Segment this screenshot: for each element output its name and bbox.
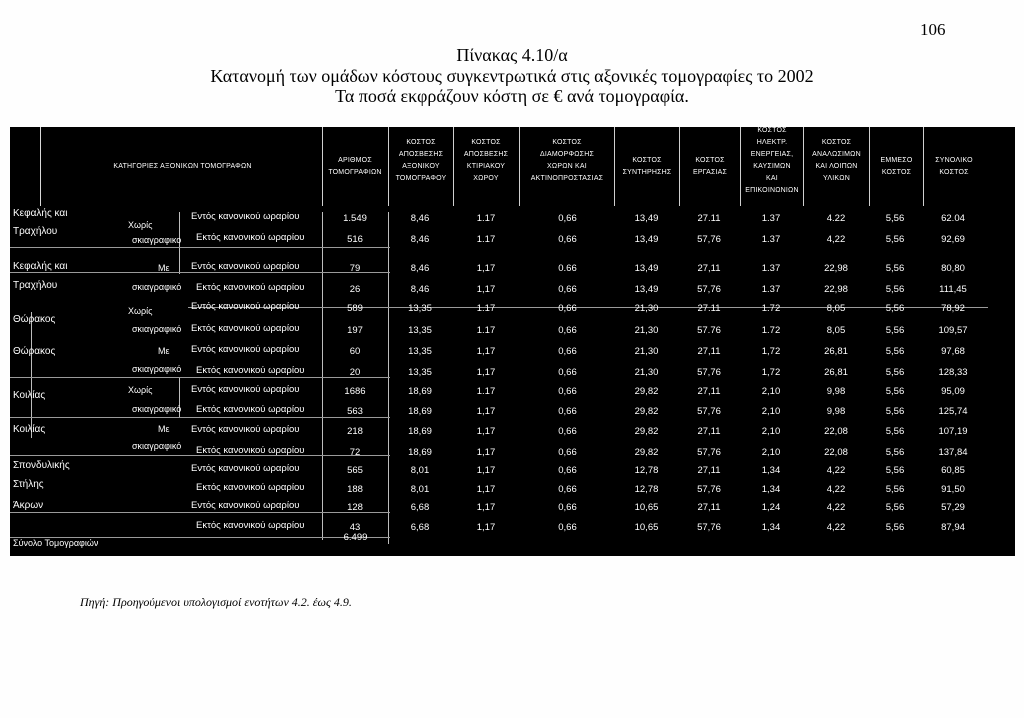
cell-shaping: 0,66 <box>558 346 577 357</box>
cell-maint: 29,82 <box>634 447 659 458</box>
subgroup-without-contrast: Χωρίς <box>128 385 153 395</box>
cell-count: 20 <box>349 367 361 378</box>
cell-maint: 29,82 <box>634 426 659 437</box>
subgroup-with-contrast: σκιαγραφικό <box>132 364 182 374</box>
cell-consum: 4,22 <box>826 502 846 513</box>
cell-depr-ct: 18,69 <box>408 386 432 397</box>
hours-label: Εντός κανονικού ωραρίου <box>191 500 300 511</box>
cell-depr-bld: 1,17 <box>476 522 496 533</box>
cell-maint: 10,65 <box>634 502 659 513</box>
cell-shaping: 0,66 <box>558 386 577 397</box>
cell-shaping: 0,66 <box>558 284 577 295</box>
cell-labor: 27,11 <box>697 465 721 476</box>
cell-labor: 57,76 <box>697 484 721 495</box>
cell-depr-ct: 8,46 <box>410 284 430 295</box>
cell-energy: 1,72 <box>761 346 781 357</box>
cell-shaping: 0,66 <box>558 367 577 378</box>
cell-depr-ct: 13,35 <box>408 303 432 314</box>
cell-indirect: 5,56 <box>885 325 905 336</box>
cell-shaping: 0,66 <box>558 447 577 458</box>
hours-label: Εκτός κανονικού ωραρίου <box>191 323 300 334</box>
table-title: Κατανομή των ομάδων κόστους συγκεντρωτικά στις αξονικές τομογραφίες το 2002 <box>210 66 814 86</box>
cell-total: 91,50 <box>941 484 965 495</box>
cell-labor: 57.76 <box>697 325 721 336</box>
category-head-neck: Τραχήλου <box>13 280 58 291</box>
cell-depr-bld: 1.17 <box>476 234 496 245</box>
cell-labor: 57,76 <box>697 447 721 458</box>
cell-depr-bld: 1.17 <box>476 213 496 224</box>
cell-total: 78,92 <box>941 303 965 314</box>
cost-table <box>10 127 1015 556</box>
hours-label: Εκτός κανονικού ωραρίου <box>196 482 305 493</box>
cell-count: 43 <box>349 522 361 533</box>
cell-indirect: 5,56 <box>885 465 905 476</box>
hours-label: Εκτός κανονικού ωραρίου <box>196 404 305 415</box>
cell-total: 107,19 <box>938 426 968 437</box>
cell-maint: 13,49 <box>634 263 659 274</box>
cell-labor: 57,76 <box>697 284 721 295</box>
hours-label: Εντός κανονικού ωραρίου <box>191 463 300 474</box>
cell-labor: 27,11 <box>697 386 721 397</box>
cell-shaping: 0,66 <box>558 406 577 417</box>
cell-total: 57,29 <box>941 502 965 513</box>
cell-depr-ct: 18,69 <box>408 447 432 458</box>
cell-consum: 9,98 <box>826 386 846 397</box>
category-head-neck: Κεφαλής και <box>13 208 68 219</box>
cell-maint: 13,49 <box>634 234 659 245</box>
cell-indirect: 5,56 <box>885 234 905 245</box>
cell-energy: 1,24 <box>761 502 781 513</box>
cell-energy: 1.72 <box>761 303 781 314</box>
hours-label: Εκτός κανονικού ωραρίου <box>196 282 305 293</box>
cell-count: 72 <box>349 447 361 458</box>
cell-indirect: 5,56 <box>885 426 905 437</box>
cell-consum: 26,81 <box>824 346 848 357</box>
cell-indirect: 5,56 <box>885 406 905 417</box>
cell-total: 87,94 <box>941 522 965 533</box>
hours-label: Εντός κανονικού ωραρίου <box>191 301 300 312</box>
cell-energy: 1,34 <box>761 522 781 533</box>
cell-depr-ct: 6,68 <box>410 502 430 513</box>
header-indirect: ΕΜΜΕΣΟ ΚΟΣΤΟΣ <box>880 157 913 176</box>
cell-total: 111,45 <box>939 284 967 295</box>
category-thorax: Θώρακος <box>13 314 56 325</box>
cell-depr-ct: 8,01 <box>410 484 430 495</box>
cell-shaping: 0,66 <box>558 426 577 437</box>
subgroup-without-contrast: σκιαγραφικο <box>132 235 182 245</box>
hours-label: Εντός κανονικού ωραρίου <box>191 384 300 395</box>
cell-total: 137,84 <box>938 447 968 458</box>
cell-indirect: 5,56 <box>885 522 905 533</box>
cell-count: 589 <box>347 303 363 314</box>
cell-depr-bld: 1,17 <box>476 484 496 495</box>
cell-depr-ct: 18,69 <box>408 426 432 437</box>
header-depreciation-building: ΚΟΣΤΟΣ ΑΠΟΣΒΕΣΗΣ ΚΤΙΡΙΑΚΟΥ ΧΩΡΟΥ <box>463 139 509 182</box>
subgroup-without-contrast: Χωρίς <box>128 306 153 316</box>
cell-count: 563 <box>347 406 363 417</box>
category-head-neck: Τραχήλου <box>13 226 58 237</box>
subgroup-with-contrast: σκιαγραφικό <box>132 282 182 292</box>
cell-depr-bld: 1.17 <box>476 303 496 314</box>
cell-energy: 1.37 <box>761 284 781 295</box>
cell-maint: 21,30 <box>634 367 659 378</box>
cell-labor: 57,76 <box>697 522 721 533</box>
cell-indirect: 5,56 <box>885 502 905 513</box>
cell-energy: 1.37 <box>761 213 781 224</box>
subgroup-with-contrast: σκιαγραφικό <box>132 441 182 451</box>
subgroup-with-contrast: Με <box>158 424 170 434</box>
category-abdomen: Κοιλίας <box>13 424 46 435</box>
header-labor: ΚΟΣΤΟΣ ΕΡΓΑΣΙΑΣ <box>692 157 728 176</box>
cell-consum: 22,98 <box>824 284 848 295</box>
cell-energy: 1.72 <box>761 325 781 336</box>
cell-energy: 2,10 <box>761 426 781 437</box>
cell-shaping: 0,66 <box>558 325 577 336</box>
header-count: ΑΡΙΘΜΟΣ ΤΟΜΟΓΡΑΦΙΩΝ <box>328 157 382 176</box>
cell-energy: 1,34 <box>761 465 781 476</box>
subgroup-without-contrast: σκιαγραφικό <box>132 404 182 414</box>
cell-consum: 4,22 <box>826 484 846 495</box>
cell-count: 26 <box>349 284 361 295</box>
hours-label: Εντός κανονικού ωραρίου <box>191 344 300 355</box>
cell-maint: 29,82 <box>634 406 659 417</box>
cell-depr-ct: 8,01 <box>410 465 430 476</box>
cell-total: 128,33 <box>938 367 968 378</box>
cell-indirect: 5,56 <box>885 346 905 357</box>
cell-depr-bld: 1,17 <box>476 263 496 274</box>
cell-depr-ct: 18,69 <box>408 406 432 417</box>
cell-indirect: 5,56 <box>885 263 905 274</box>
cell-maint: 21,30 <box>634 303 659 314</box>
cell-consum: 22,08 <box>824 426 848 437</box>
cell-total: 125,74 <box>938 406 968 417</box>
cell-maint: 29,82 <box>634 386 659 397</box>
cell-labor: 27,11 <box>697 263 721 274</box>
cell-consum: 22,98 <box>824 263 848 274</box>
category-head-neck: Κεφαλής και <box>13 261 68 272</box>
cell-total: 60,85 <box>941 465 965 476</box>
cell-depr-bld: 1.17 <box>476 325 496 336</box>
cell-indirect: 5,56 <box>885 386 905 397</box>
category-limbs: Άκρων <box>13 500 44 511</box>
cell-count: 1686 <box>344 386 366 397</box>
cell-count: 565 <box>347 465 363 476</box>
table-number: Πίνακας 4.10/α <box>456 45 568 65</box>
total-label: Σύνολο Τομογραφιών <box>13 538 99 548</box>
category-thorax: Θώρακος <box>13 346 56 357</box>
cell-depr-bld: 1,17 <box>476 447 496 458</box>
cell-shaping: 0,66 <box>558 465 577 476</box>
hours-label: Εντός κανονικού ωραρίου <box>191 424 300 435</box>
cell-count: 60 <box>349 346 361 357</box>
cell-maint: 13,49 <box>634 213 659 224</box>
cell-depr-bld: 1.17 <box>476 386 496 397</box>
cell-labor: 27.11 <box>697 303 721 314</box>
cell-energy: 2,10 <box>761 447 781 458</box>
cell-energy: 1.37 <box>761 234 781 245</box>
cell-labor: 57,76 <box>697 234 721 245</box>
cell-shaping: 0,66 <box>558 234 577 245</box>
cell-depr-ct: 8,46 <box>410 234 430 245</box>
cell-depr-ct: 8,46 <box>410 263 430 274</box>
cell-energy: 2,10 <box>761 406 781 417</box>
cell-count: 1.549 <box>343 213 367 224</box>
cell-count: 218 <box>347 426 363 437</box>
hours-label: Εντός κανονικού ωραρίου <box>191 211 300 222</box>
cell-depr-bld: 1,17 <box>476 406 496 417</box>
cell-count: 188 <box>347 484 363 495</box>
subgroup-with-contrast: Με <box>158 346 170 356</box>
cell-labor: 27,11 <box>697 346 721 357</box>
header-maintenance: ΚΟΣΤΟΣ ΣΥΝΤΗΡΗΣΗΣ <box>622 157 672 176</box>
header-energy: ΚΟΣΤΟΣ ΗΛΕΚΤΡ. ΕΝΕΡΓΕΙΑΣ, ΚΑΥΣΙΜΩΝ ΚΑΙ ΕΠΙΚΟΙΝΩΝΙΩΝ <box>745 127 799 194</box>
subgroup-without-contrast: σκιαγραφικό <box>132 324 182 334</box>
cell-labor: 27,11 <box>697 502 721 513</box>
cell-shaping: 0,66 <box>558 502 577 513</box>
cell-total: 109,57 <box>938 325 968 336</box>
page-number: 106 <box>920 20 946 39</box>
cell-consum: 9,98 <box>826 406 846 417</box>
hours-label: Εκτός κανονικού ωραρίου <box>196 445 305 456</box>
cell-depr-ct: 13,35 <box>408 367 432 378</box>
cell-consum: 26,81 <box>824 367 848 378</box>
cell-maint: 12,78 <box>634 484 659 495</box>
cell-energy: 1.37 <box>761 263 781 274</box>
cell-shaping: 0,66 <box>558 522 577 533</box>
cell-labor: 57,76 <box>697 406 721 417</box>
cell-shaping: 0,66 <box>558 213 577 224</box>
cell-total: 92,69 <box>941 234 965 245</box>
cell-indirect: 5,56 <box>885 213 905 224</box>
cell-maint: 12,78 <box>634 465 659 476</box>
cell-consum: 22,08 <box>824 447 848 458</box>
cell-total: 80,80 <box>941 263 965 274</box>
cell-consum: 8,05 <box>826 303 846 314</box>
cell-consum: 4,22 <box>826 465 846 476</box>
subgroup-without-contrast: Χωρίς <box>128 220 153 230</box>
cell-depr-ct: 13,35 <box>408 346 432 357</box>
cell-energy: 1,34 <box>761 484 781 495</box>
cell-energy: 2,10 <box>761 386 781 397</box>
cell-indirect: 5,56 <box>885 367 905 378</box>
cell-indirect: 5,56 <box>885 484 905 495</box>
table-subtitle: Τα ποσά εκφράζουν κόστη σε € ανά τομογραφία. <box>335 86 689 106</box>
cell-count: 197 <box>347 325 363 336</box>
cell-consum: 4,22 <box>826 522 846 533</box>
cell-indirect: 5,56 <box>885 447 905 458</box>
cell-maint: 10,65 <box>634 522 659 533</box>
cell-consum: 4,22 <box>826 234 846 245</box>
category-spine: Στήλης <box>13 479 44 490</box>
hours-label: Εκτός κανονικού ωραρίου <box>196 232 305 243</box>
hours-label: Εκτός κανονικού ωραρίου <box>196 520 305 531</box>
cell-shaping: 0,66 <box>558 303 577 314</box>
header-consumables: ΚΟΣΤΟΣ ΑΝΑΛΩΣΙΜΩΝ ΚΑΙ ΛΟΙΠΩΝ ΥΛΙΚΩΝ <box>812 139 861 182</box>
source-note: Πηγή: Προηγούμενοι υπολογισμοί ενοτήτων 4.2. έως 4.9. <box>80 595 352 609</box>
cell-labor: 27,11 <box>697 426 721 437</box>
cell-count: 516 <box>347 234 363 245</box>
cell-shaping: 0,66 <box>558 484 577 495</box>
cell-total: 95,09 <box>941 386 965 397</box>
cell-depr-bld: 1,17 <box>476 367 496 378</box>
total-count: 6.499 <box>343 532 368 543</box>
header-total: ΣΥΝΟΛΙΚΟ ΚΟΣΤΟΣ <box>935 157 973 176</box>
cell-consum: 8,05 <box>826 325 846 336</box>
header-shaping-cost: ΚΟΣΤΟΣ ΔΙΑΜΟΡΦΩΣΗΣ ΧΩΡΩΝ ΚΑΙ ΑΚΤΙΝΟΠΡΟΣΤΑΣΙΑΣ <box>530 139 604 182</box>
category-abdomen: Κοιλίας <box>13 390 46 401</box>
cell-total: 62.04 <box>941 213 965 224</box>
cell-depr-bld: 1,17 <box>476 502 496 513</box>
cell-depr-ct: 13,35 <box>408 325 432 336</box>
cell-indirect: 5,56 <box>885 284 905 295</box>
cell-maint: 21,30 <box>634 325 659 336</box>
cell-depr-bld: 1,17 <box>476 465 496 476</box>
cell-depr-bld: 1,17 <box>476 284 496 295</box>
cell-depr-bld: 1,17 <box>476 426 496 437</box>
cell-depr-ct: 6,68 <box>410 522 430 533</box>
subgroup-with-contrast: Με <box>158 263 170 273</box>
cell-energy: 1,72 <box>761 367 781 378</box>
cell-consum: 4.22 <box>826 213 846 224</box>
cell-labor: 57,76 <box>697 367 721 378</box>
cell-labor: 27.11 <box>697 213 721 224</box>
header-category: ΚΑΤΗΓΟΡΙΕΣ ΑΞΟΝΙΚΩΝ ΤΟΜΟΓΡΑΦΩΝ <box>113 163 252 170</box>
cell-indirect: 5,56 <box>885 303 905 314</box>
category-spine: Σπονδυλικής <box>13 460 70 471</box>
cell-depr-ct: 8,46 <box>410 213 430 224</box>
cell-shaping: 0.66 <box>558 263 577 274</box>
hours-label: Εντός κανονικού ωραρίου <box>191 261 300 272</box>
cell-count: 128 <box>347 502 363 513</box>
cell-depr-bld: 1,17 <box>476 346 496 357</box>
cell-maint: 13,49 <box>634 284 659 295</box>
hours-label: Εκτός κανονικού ωραρίου <box>196 365 305 376</box>
cell-maint: 21,30 <box>634 346 659 357</box>
header-depreciation-ct: ΚΟΣΤΟΣ ΑΠΟΣΒΕΣΗΣ ΑΞΟΝΙΚΟΥ ΤΟΜΟΓΡΑΦΟΥ <box>395 139 447 182</box>
cell-count: 79 <box>349 263 361 274</box>
cell-total: 97,68 <box>941 346 965 357</box>
